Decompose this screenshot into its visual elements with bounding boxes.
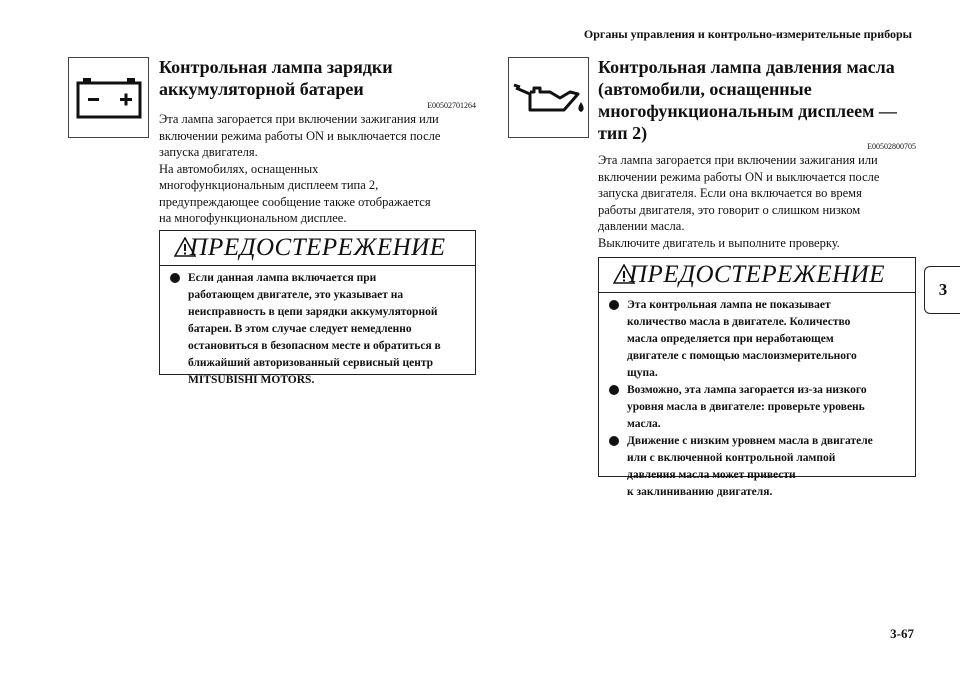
warning-item [609,297,907,382]
warning-body [599,293,915,507]
chapter-tab-label: 3 [938,280,948,299]
battery-icon-box [68,57,149,138]
battery-code: E00502701264 [427,101,476,110]
bullet-icon [170,273,180,283]
warning-item-text: Движение с низким уровнем масла в двигателе или с включенной контрольной лампой давления масла может привести к заклиниванию двигателя. [627,435,873,498]
oil-code: E00502800705 [867,142,916,151]
warning-triangle-icon [174,237,196,257]
warning-triangle-icon [613,264,635,284]
warning-header [160,231,475,266]
bullet-icon [609,385,619,395]
warning-item [609,433,907,501]
oil-can-icon [512,78,586,118]
warning-item [170,270,467,389]
warning-item-text: Если данная лампа включается при работающем двигателе, это указывает на неисправность в цепи зарядки аккумуляторной батареи. В этом случае следует немедленно остановиться в безопасном месте и обратиться в ближайший авторизованный сервисный центр MITSUBISHI MOTORS. [188,272,441,386]
chapter-tab [924,266,960,314]
page-number: 3-67 [890,626,914,641]
oil-icon-box [508,57,589,138]
battery-title: Контрольная лампа зарядки аккумуляторной батареи [159,57,393,99]
oil-title: Контрольная лампа давления масла (автомобили, оснащенные многофункциональным дисплеем — тип 2) [598,57,897,143]
oil-description: Эта лампа загорается при включении зажигания или включении режима работы ON и выключается после запуска двигателя. Если она включается во время работы двигателя, это говорит о слишком низком давлении масла. Выключите двигатель и выполните проверку. [598,153,880,250]
bullet-icon [609,436,619,446]
battery-warning-box [159,230,476,386]
running-header: Органы управления и контрольно-измерительные приборы [583,27,912,41]
warning-title: ПРЕДОСТЕРЕЖЕНИЕ [629,261,885,288]
warning-body [160,266,475,395]
warning-item-text: Возможно, эта лампа загорается из-за низкого уровня масла в двигателе: проверьте уровень масла. [627,384,867,430]
warning-title: ПРЕДОСТЕРЕЖЕНИЕ [189,234,446,261]
battery-icon [75,76,143,120]
battery-description: Эта лампа загорается при включении зажигания или включении режима работы ON и выключается после запуска двигателя. На автомобилях, оснащенных многофункциональным дисплеем типа 2, предупреждающее сообщение также отображается на многофункциональном дисплее. [159,112,441,225]
warning-header [599,258,915,293]
bullet-icon [609,300,619,310]
warning-item-text: Эта контрольная лампа не показывает количество масла в двигателе. Количество масла определяется при неработающем двигателе с помощью маслоизмерительного щупа. [627,299,857,379]
warning-item [609,382,907,433]
oil-warning-box [598,257,916,498]
